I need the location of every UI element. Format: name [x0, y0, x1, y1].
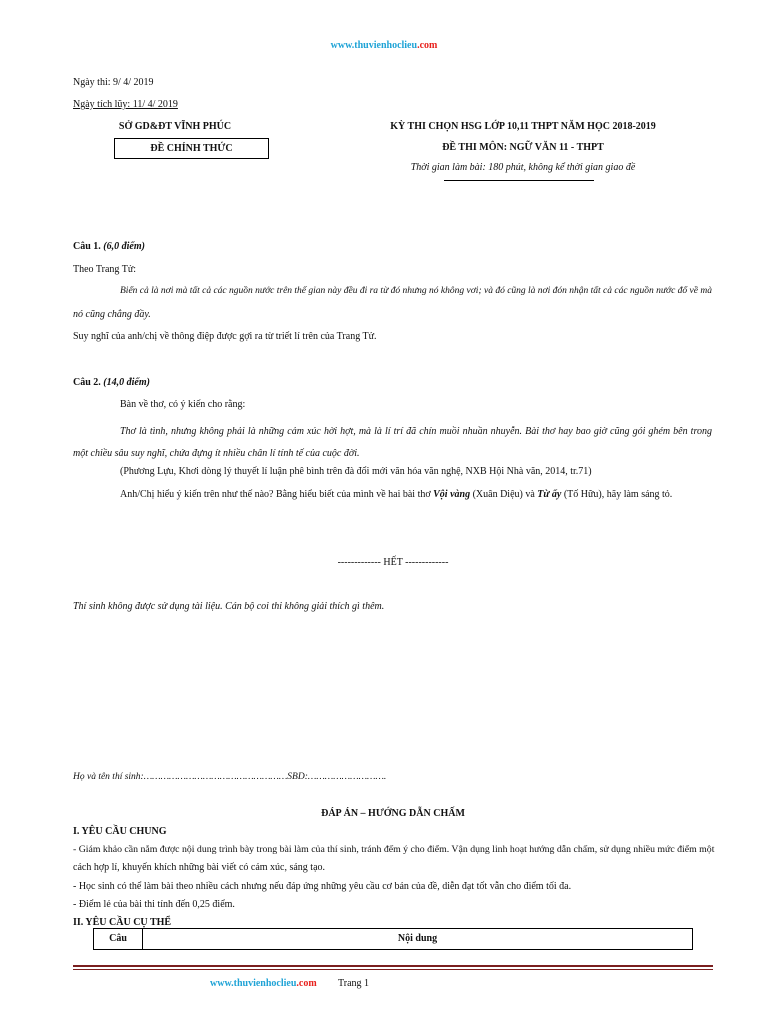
q1-quote-line2: nó cũng chẳng đầy.: [73, 309, 151, 320]
q2-intro: Bàn về thơ, có ý kiến cho rằng:: [120, 399, 246, 410]
accumulate-date: Ngày tích lũy: 11/ 4/ 2019: [73, 99, 178, 110]
section-general: I. YÊU CẦU CHUNG: [73, 826, 167, 837]
q2-quote: Thơ là tình, nhưng không phải là những cảm xúc hời hợt, mà là lí trí đã chín muồi nhuần nhuyễn. Bài thơ hay bao giờ cũng gói ghém bên trong một chiều sâu suy nghĩ, chứa đựng ít nhiều chân lí tính tế của cuộc đời.: [73, 426, 712, 459]
footer-rule-thick: [73, 965, 713, 967]
time-note: Thời gian làm bài: 180 phút, không kể thời gian giao đề: [410, 162, 636, 173]
end-mark: ------------- HẾT -------------: [337, 557, 449, 568]
q1-points: (6,0 điểm): [103, 241, 145, 252]
q1-label: Câu 1.: [73, 241, 101, 252]
general-bullet-1-line2: cách hợp lí, khuyến khích những bài viết có cảm xúc, sáng tạo.: [73, 862, 326, 873]
exam-title: KỲ THI CHỌN HSG LỚP 10,11 THPT NĂM HỌC 2018-2019: [390, 121, 656, 132]
candidate-line: Họ và tên thí sinh:……………………………………………SBD:……………………….: [73, 772, 387, 782]
q1-heading: [73, 241, 145, 252]
site-header[interactable]: [0, 40, 768, 51]
q2-task: [120, 489, 672, 500]
q2-task-part-c: (Tố Hữu), hãy làm sáng tỏ.: [561, 489, 673, 500]
footer-site-name: www.thuvienhoclieu: [210, 978, 297, 989]
exam-note: Thí sinh không được sử dụng tài liệu. Cán bộ coi thi không giải thích gì thêm.: [73, 601, 385, 612]
q2-task-part-a: Anh/Chị hiểu ý kiến trên như thế nào? Bằng hiểu biết của mình về hai bài thơ: [120, 489, 434, 500]
general-bullet-2: - Học sinh có thể làm bài theo nhiều cách nhưng nếu đáp ứng những yêu cầu cơ bản của đề, diễn đạt tốt vẫn cho điểm tối đa.: [73, 881, 572, 892]
q2-heading: [73, 377, 150, 388]
footer-site-tld: .com: [296, 978, 317, 989]
q2-poem1: Vội vàng: [433, 489, 471, 500]
table-col-question: Câu: [94, 929, 143, 949]
table-col-content: Nội dung: [397, 933, 438, 944]
exam-date: Ngày thi: 9/ 4/ 2019: [73, 77, 154, 88]
q2-task-part-b: (Xuân Diệu) và: [470, 489, 538, 500]
official-label: ĐỀ CHÍNH THỨC: [114, 138, 269, 159]
answer-table-header: [93, 928, 693, 950]
q2-poem2: Từ ấy: [537, 489, 562, 500]
site-tld: .com: [417, 40, 438, 51]
q1-quote-line1: Biển cả là nơi mà tất cả các nguồn nước trên thế gian này đều đi ra từ đó nhưng nó không vơi; và đó cũng là nơi đón nhận tất cả các nguồn nước đổ về mà: [120, 286, 712, 296]
answer-title: ĐÁP ÁN – HƯỚNG DẪN CHẤM: [321, 808, 465, 819]
q1-intro: Theo Trang Tử:: [73, 264, 137, 275]
q2-label: Câu 2.: [73, 377, 101, 388]
header-divider: [444, 180, 594, 181]
department: SỞ GD&ĐT VĨNH PHÚC: [118, 121, 232, 132]
q2-points: (14,0 điểm): [103, 377, 150, 388]
general-bullet-3: - Điểm lẻ của bài thi tính đến 0,25 điểm.: [73, 899, 235, 910]
q1-task: Suy nghĩ của anh/chị về thông điệp được gợi ra từ triết lí trên của Trang Tử.: [73, 331, 377, 342]
footer-site[interactable]: [210, 978, 317, 989]
footer-rule-thin: [73, 969, 713, 970]
section-specific: II. YÊU CẦU CỤ THỂ: [73, 917, 172, 928]
general-bullet-1-line1: - Giám khảo cần nắm được nội dung trình bày trong bài làm của thí sinh, tránh đếm ý cho điểm. Vận dụng linh hoạt hướng dẫn chấm, sử dụng nhiều mức điểm một: [73, 844, 715, 855]
q2-source: (Phương Lựu, Khơi dòng lý thuyết lí luận phê bình trên đà đổi mới văn hóa văn nghệ, NXB Hội Nhà văn, 2014, tr.71): [120, 466, 592, 477]
page-number: Trang 1: [338, 978, 370, 989]
site-name: www.thuvienhoclieu: [330, 40, 418, 51]
exam-subject: ĐỀ THI MÔN: NGỮ VĂN 11 - THPT: [442, 142, 604, 153]
